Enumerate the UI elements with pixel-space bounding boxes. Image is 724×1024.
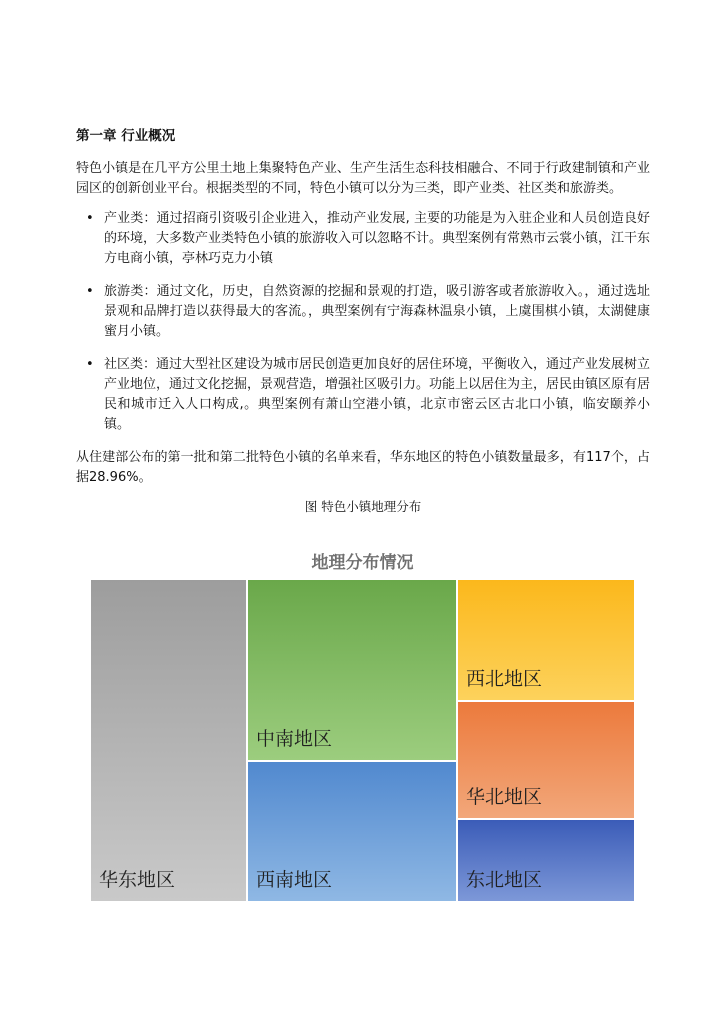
- bullet-icon: •: [86, 357, 94, 372]
- bullet-icon: •: [86, 284, 94, 299]
- cell-label-huadong: 华东地区: [99, 869, 176, 891]
- list-item-industry: [76, 209, 650, 269]
- treemap-cell-zhongnan: [247, 579, 457, 761]
- document-body: [76, 126, 650, 516]
- list-item-tourism: [76, 282, 650, 342]
- cell-label-xibei: 西北地区: [466, 668, 543, 690]
- treemap-cell-huabei: [457, 701, 635, 819]
- treemap-cell-huadong: [90, 579, 247, 902]
- type-list: [76, 209, 650, 435]
- intro-paragraph: 特色小镇是在几平方公里土地上集聚特色产业、生产生活生态科技相融合、不同于行政建制镇和产业园区的创新创业平台。根据类型的不同，特色小镇可以分为三类，即产业类、社区类和旅游类。: [76, 161, 650, 196]
- bullet-icon: •: [86, 211, 94, 226]
- list-item-text: 产业类：通过招商引资吸引企业进入，推动产业发展, 主要的功能是为入驻企业和人员创造良好的环境，大多数产业类特色小镇的旅游收入可以忽略不计。典型案例有常熟市云裳小镇，江干东方电商小镇，亭林巧克力小镇: [104, 211, 651, 266]
- cell-label-zhongnan: 中南地区: [256, 728, 333, 750]
- list-item-text: 旅游类：通过文化，历史，自然资源的挖掘和景观的打造，吸引游客或者旅游收入。，通过选址景观和品牌打造以获得最大的客流。，典型案例有宁海森林温泉小镇，上虞围棋小镇，太湖健康蜜月小镇。: [104, 284, 650, 339]
- cell-label-huabei: 华北地区: [466, 786, 543, 808]
- treemap-cell-dongbei: [457, 819, 635, 902]
- treemap-cell-xinan: [247, 761, 457, 902]
- summary-paragraph: 从住建部公布的第一批和第二批特色小镇的名单来看，华东地区的特色小镇数量最多，有117个，占据28.96%。: [76, 450, 650, 485]
- chapter-heading: 第一章 行业概况: [76, 128, 176, 144]
- treemap-cell-xibei: [457, 579, 635, 701]
- figure-caption: 图 特色小镇地理分布: [304, 499, 422, 514]
- list-item-community: [76, 355, 650, 435]
- chart-title: 地理分布情况: [311, 553, 414, 573]
- list-item-text: 社区类：通过大型社区建设为城市居民创造更加良好的居住环境，平衡收入，通过产业发展树立产业地位，通过文化挖掘，景观营造，增强社区吸引力。功能上以居住为主，居民由镇区原有居民和城市迁入人口构成,。典型案例有萧山空港小镇，北京市密云区古北口小镇，临安颐养小镇。: [104, 357, 651, 432]
- cell-label-dongbei: 东北地区: [466, 869, 543, 891]
- cell-label-xinan: 西南地区: [256, 869, 333, 891]
